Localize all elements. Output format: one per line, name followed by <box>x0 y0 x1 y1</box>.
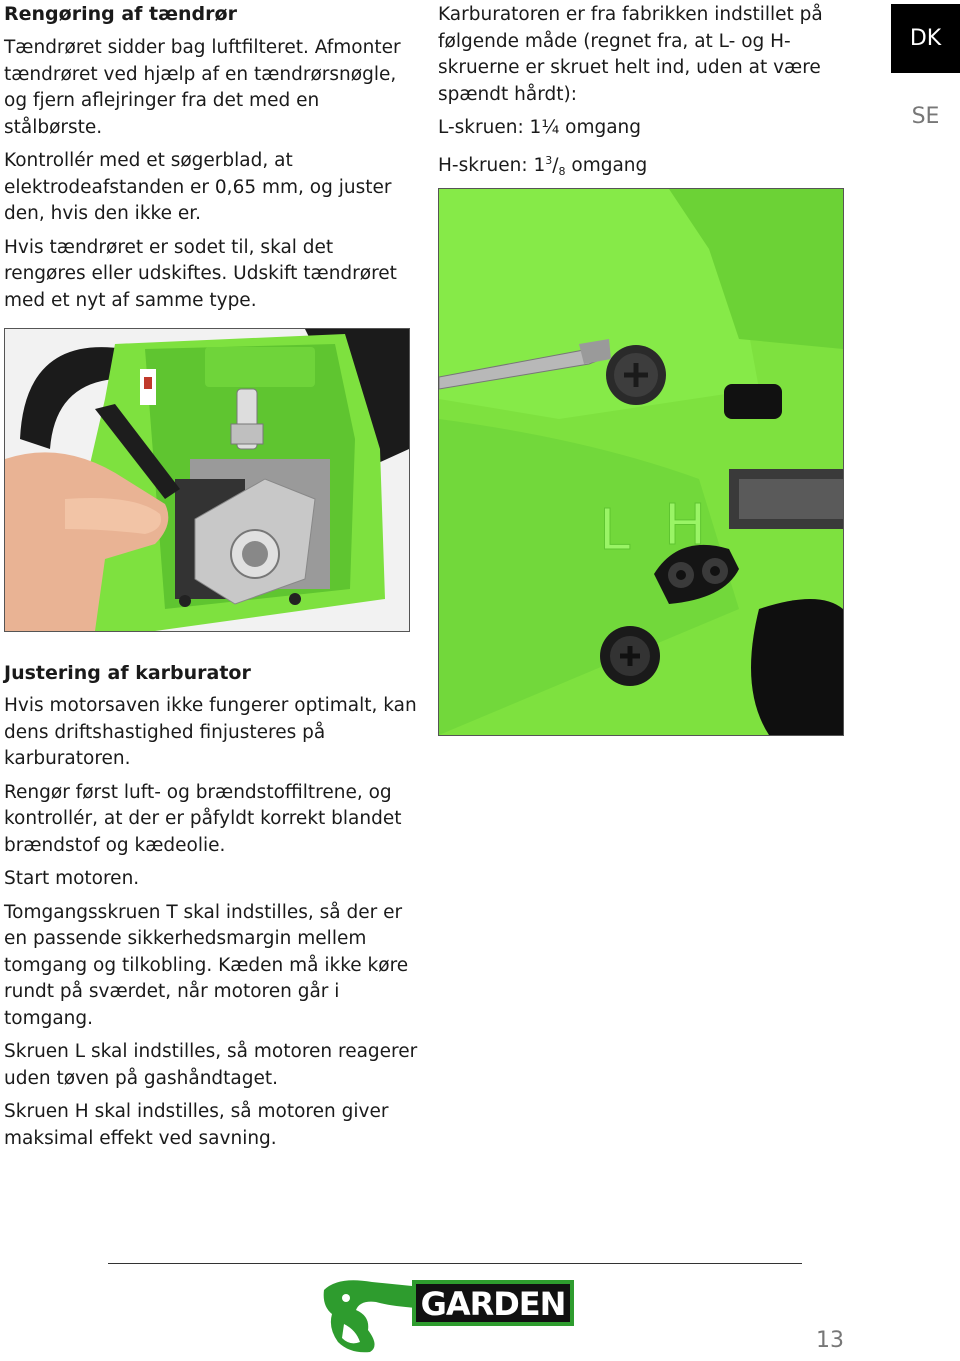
paragraph: Rengør først luft- og brændstoffiltrene, og kontrollér, at der er påfyldt korrekt blandet brændstof og kædeolie. <box>4 781 402 856</box>
carburator-adjustment-section <box>4 661 419 1159</box>
embossed-letter-l: L <box>599 498 631 563</box>
carburator-illustration <box>439 189 843 735</box>
h-screw-slash: / <box>552 155 559 176</box>
beaver-icon <box>320 1276 576 1354</box>
paragraph: Start motoren. <box>4 868 140 889</box>
factory-settings-intro: Karburatoren er fra fabrikken indstillet på følgende måde (regnet fra, at L- og H-skruerne er skruet helt ind, uden at være spændt hårdt): <box>438 4 823 105</box>
footer-divider <box>108 1263 802 1264</box>
section-heading-spark-plug: Rengøring af tændrør <box>4 3 237 25</box>
page-number: 13 <box>816 1328 844 1353</box>
paragraph: Kontrollér med et søgerblad, at elektrodeafstanden er 0,65 mm, og juster den, hvis den ikke er. <box>4 150 392 224</box>
language-tab-se[interactable]: SE <box>911 103 940 129</box>
paragraph: Skruen H skal indstilles, så motoren giver maksimal effekt ved savning. <box>4 1101 389 1149</box>
paragraph: Skruen L skal indstilles, så motoren reagerer uden tøven på gashåndtaget. <box>4 1041 418 1089</box>
spark-plug-illustration <box>5 329 409 631</box>
carburator-screws-photo <box>438 188 844 736</box>
h-screw-setting <box>438 147 858 186</box>
section-heading-carburator: Justering af karburator <box>4 662 251 684</box>
language-tab-dk[interactable]: DK <box>891 4 960 73</box>
h-screw-label: H-skruen: 1 <box>438 155 546 176</box>
paragraph: Tændrøret sidder bag luftfilteret. Afmonter tændrøret ved hjælp af en tændrørsnøgle, og fjern aflejringer fra det med en stålbørste. <box>4 37 401 138</box>
spark-plug-section <box>4 2 419 321</box>
paragraph: Tomgangsskruen T skal indstilles, så der er en passende sikkerhedsmargin mellem tomgang og tilkobling. Kæden må ikke køre rundt på sværdet, når motoren går i tomgang. <box>4 901 409 1029</box>
spark-plug-photo <box>4 328 410 632</box>
paragraph: Hvis motorsaven ikke fungerer optimalt, kan dens driftshastighed finjusteres på karburatoren. <box>4 695 417 769</box>
embossed-letter-h: H <box>664 493 707 558</box>
h-screw-suffix: omgang <box>565 155 648 176</box>
h-screw-numerator: 3 <box>545 154 553 167</box>
paragraph: Hvis tændrøret er sodet til, skal det rengøres eller udskiftes. Udskift tændrøret med et nyt af samme type. <box>4 236 397 311</box>
l-screw-setting: L-skruen: 1¼ omgang <box>438 117 642 138</box>
brand-wordmark: GARDEN <box>420 1285 566 1323</box>
h-screw-denominator: 8 <box>558 165 566 178</box>
carburator-settings-section <box>438 2 858 191</box>
garden-brand-logo <box>320 1276 576 1354</box>
